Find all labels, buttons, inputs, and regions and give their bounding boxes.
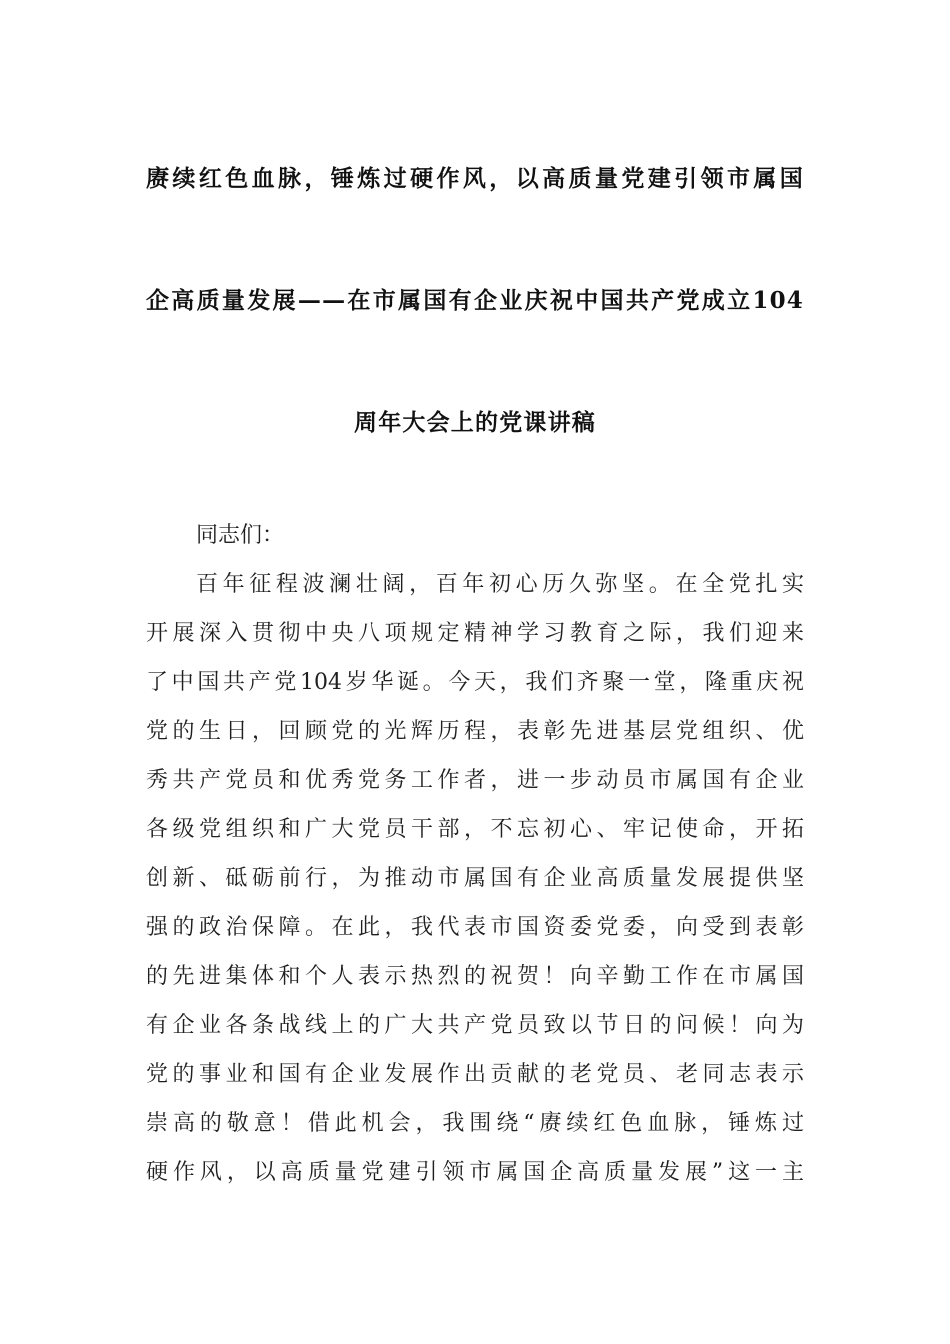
paragraph-line: 百年征程波澜壮阔，百年初心历久弥坚。在全党扎实: [196, 572, 804, 597]
paragraph-line: 党的事业和国有企业发展作出贡献的老党员、老同志表示: [146, 1062, 804, 1087]
paragraph-line: 创新、砥砺前行，为推动市属国有企业高质量发展提供坚: [146, 866, 804, 891]
paragraph-line: 硬作风，以高质量党建引领市属国企高质量发展”这一主: [146, 1160, 804, 1185]
paragraph-line: 崇高的敬意！借此机会，我围绕“赓续红色血脉，锤炼过: [146, 1111, 804, 1136]
paragraph-line: 开展深入贯彻中央八项规定精神学习教育之际，我们迎来: [146, 621, 804, 646]
paragraph-line: 的先进集体和个人表示热烈的祝贺！向辛勤工作在市属国: [146, 964, 804, 989]
title-line: 赓续红色血脉，锤炼过硬作风，以高质量党建引领市属国: [146, 165, 804, 192]
paragraph-line: 了中国共产党104岁华诞。今天，我们齐聚一堂，隆重庆祝: [146, 670, 804, 695]
title-line: 周年大会上的党课讲稿: [354, 409, 596, 436]
document-body: [146, 512, 804, 1197]
paragraph-line: 强的政治保障。在此，我代表市国资委党委，向受到表彰: [146, 915, 804, 940]
title-line: 企高质量发展——在市属国有企业庆祝中国共产党成立104: [146, 287, 804, 314]
paragraph-line: 秀共产党员和优秀党务工作者，进一步动员市属国有企业: [146, 768, 804, 793]
salutation: 同志们：: [196, 523, 285, 548]
paragraph-line: 有企业各条战线上的广大共产党员致以节日的问候！向为: [146, 1013, 804, 1038]
paragraph-line: 各级党组织和广大党员干部，不忘初心、牢记使命，开拓: [146, 817, 804, 842]
document-title: [146, 148, 804, 514]
opening-paragraph: [146, 560, 804, 1197]
paragraph-line: 党的生日，回顾党的光辉历程，表彰先进基层党组织、优: [146, 719, 804, 744]
